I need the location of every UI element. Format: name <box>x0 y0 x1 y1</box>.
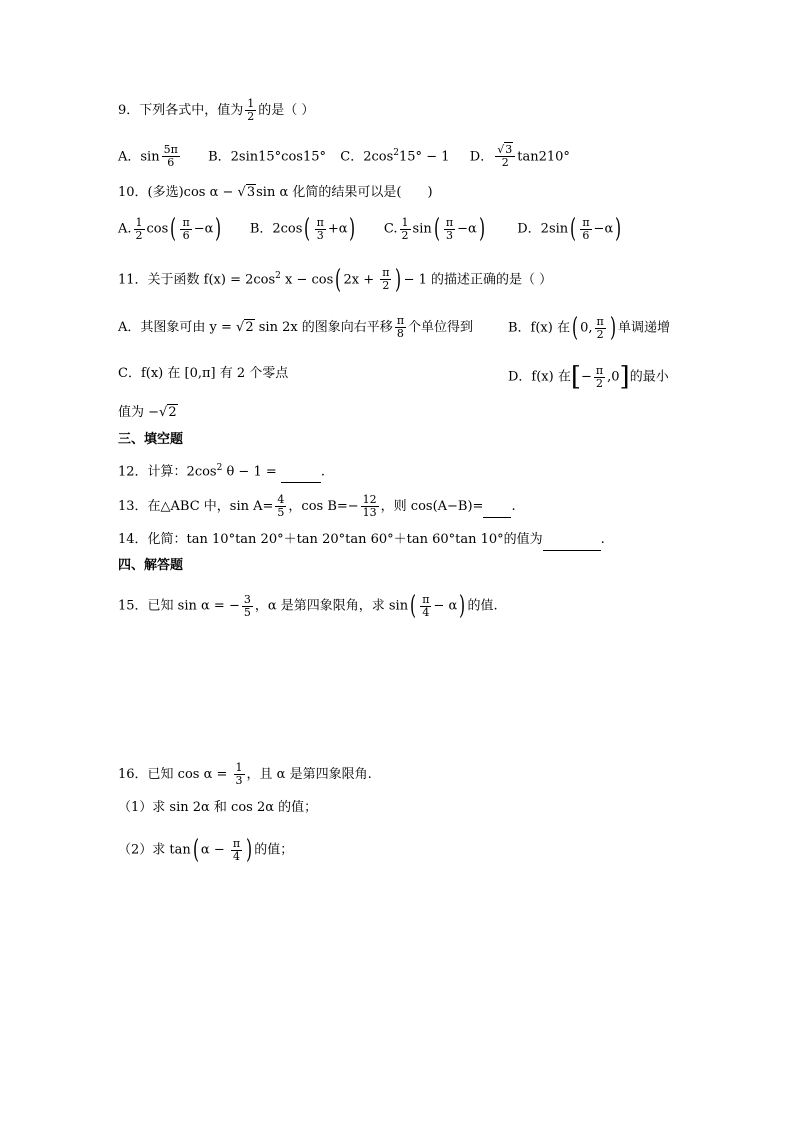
q9-option-b: B．2sin15°cos15° <box>208 149 326 165</box>
q10-option-c: C. <box>383 221 398 237</box>
question-12: 12．计算：$2\cos^2$ θ − 1 = . <box>118 458 325 483</box>
question-14: 14．化简：tan 10°tan 20°＋tan 20°tan 60°＋tan 60°tan 10°的值为 . <box>118 530 605 551</box>
q9-option-d-fraction: $\frac{√3}{2}$ <box>495 144 515 169</box>
question-16-part-2: （2）求 tan( α − $\frac{\pi}{4}$ ) 的值； <box>118 835 294 865</box>
q9-option-d: D． <box>469 149 494 165</box>
q13-answer-blank[interactable] <box>483 497 511 518</box>
q9-option-a-fraction: $\frac{5\pi}{6}$ <box>163 143 178 170</box>
q9-option-c: C．2cos <box>340 149 394 165</box>
q12-answer-blank[interactable] <box>281 462 321 483</box>
q11-option-a: A．其图象可由 y = √2 sin 2x 的图象向右平移 $\frac{\pi}{8}$ 个单位得到 <box>118 314 474 340</box>
question-13: 13．在△ABC 中，sin A= $\frac{4}{5}$ ，cos B=− $\frac{12}{13}$ ，则 cos(A−B)= . <box>118 493 516 519</box>
question-16-stem: 16．已知 cos α = $\frac{1}{3}$ ，且 α 是第四象限角. <box>118 761 372 787</box>
question-9-options: A．sin $\frac{5\pi}{6}$ B．2sin15°cos15° C．$2\cos^215^\circ - 1$ D． $\frac{√3}{2}$ tan210° <box>118 143 570 170</box>
q10-option-d: D．2sin <box>517 221 569 237</box>
q11-option-d: D．f(x) 在[− $\frac{\pi}{2}$ ,0]的最小 <box>508 362 669 392</box>
q11-option-d-continued: 值为 −√2 <box>118 405 177 420</box>
question-10-stem: 10．(多选)cos α − √3sin α 化简的结果可以是( ) <box>118 185 433 200</box>
q9-option-a-label: A． <box>118 149 141 165</box>
question-15: 15．已知 sin α = − $\frac{3}{5}$ ，α 是第四象限角，求 sin( $\frac{\pi}{4}$ − α) 的值. <box>118 591 498 621</box>
q14-answer-blank[interactable] <box>543 530 601 551</box>
question-10-options: A. $\frac{1}{2}$ cos( $\frac{\pi}{6}$ −α) B．2cos( $\frac{\pi}{3}$ +α) C. $\frac{1}{2}$ sin( $\frac{\pi}{3}$ −α) D．2sin( $\frac{\pi}{6}$ −α) <box>118 214 622 244</box>
question-11-stem: 11．关于函数 $f(x) = 2\cos^2$ x − cos( 2x + $\frac{\pi}{2}$ ) − 1 的描述正确的是（ ） <box>118 264 553 295</box>
question-16-part-1: （1）求 sin 2α 和 cos 2α 的值； <box>118 800 318 815</box>
q11-option-b: B．f(x) 在( 0, $\frac{\pi}{2}$ ) 单调递增 <box>508 313 670 343</box>
q10-option-a: A. <box>118 221 132 237</box>
question-9-stem <box>118 98 314 123</box>
q9-prefix: 9．下列各式中，值为 <box>118 103 244 118</box>
section-heading-fill-blank: 三、填空题 <box>118 432 184 447</box>
section-heading-solutions: 四、解答题 <box>118 558 184 573</box>
q10-option-b: B．2cos <box>249 221 303 237</box>
q9-suffix: 的是（ ） <box>258 103 315 118</box>
q11-option-c: C．f(x) 在 [0,π] 有 2 个零点 <box>118 366 289 381</box>
q9-half-fraction: $\frac{1}{2}$ <box>247 97 255 123</box>
